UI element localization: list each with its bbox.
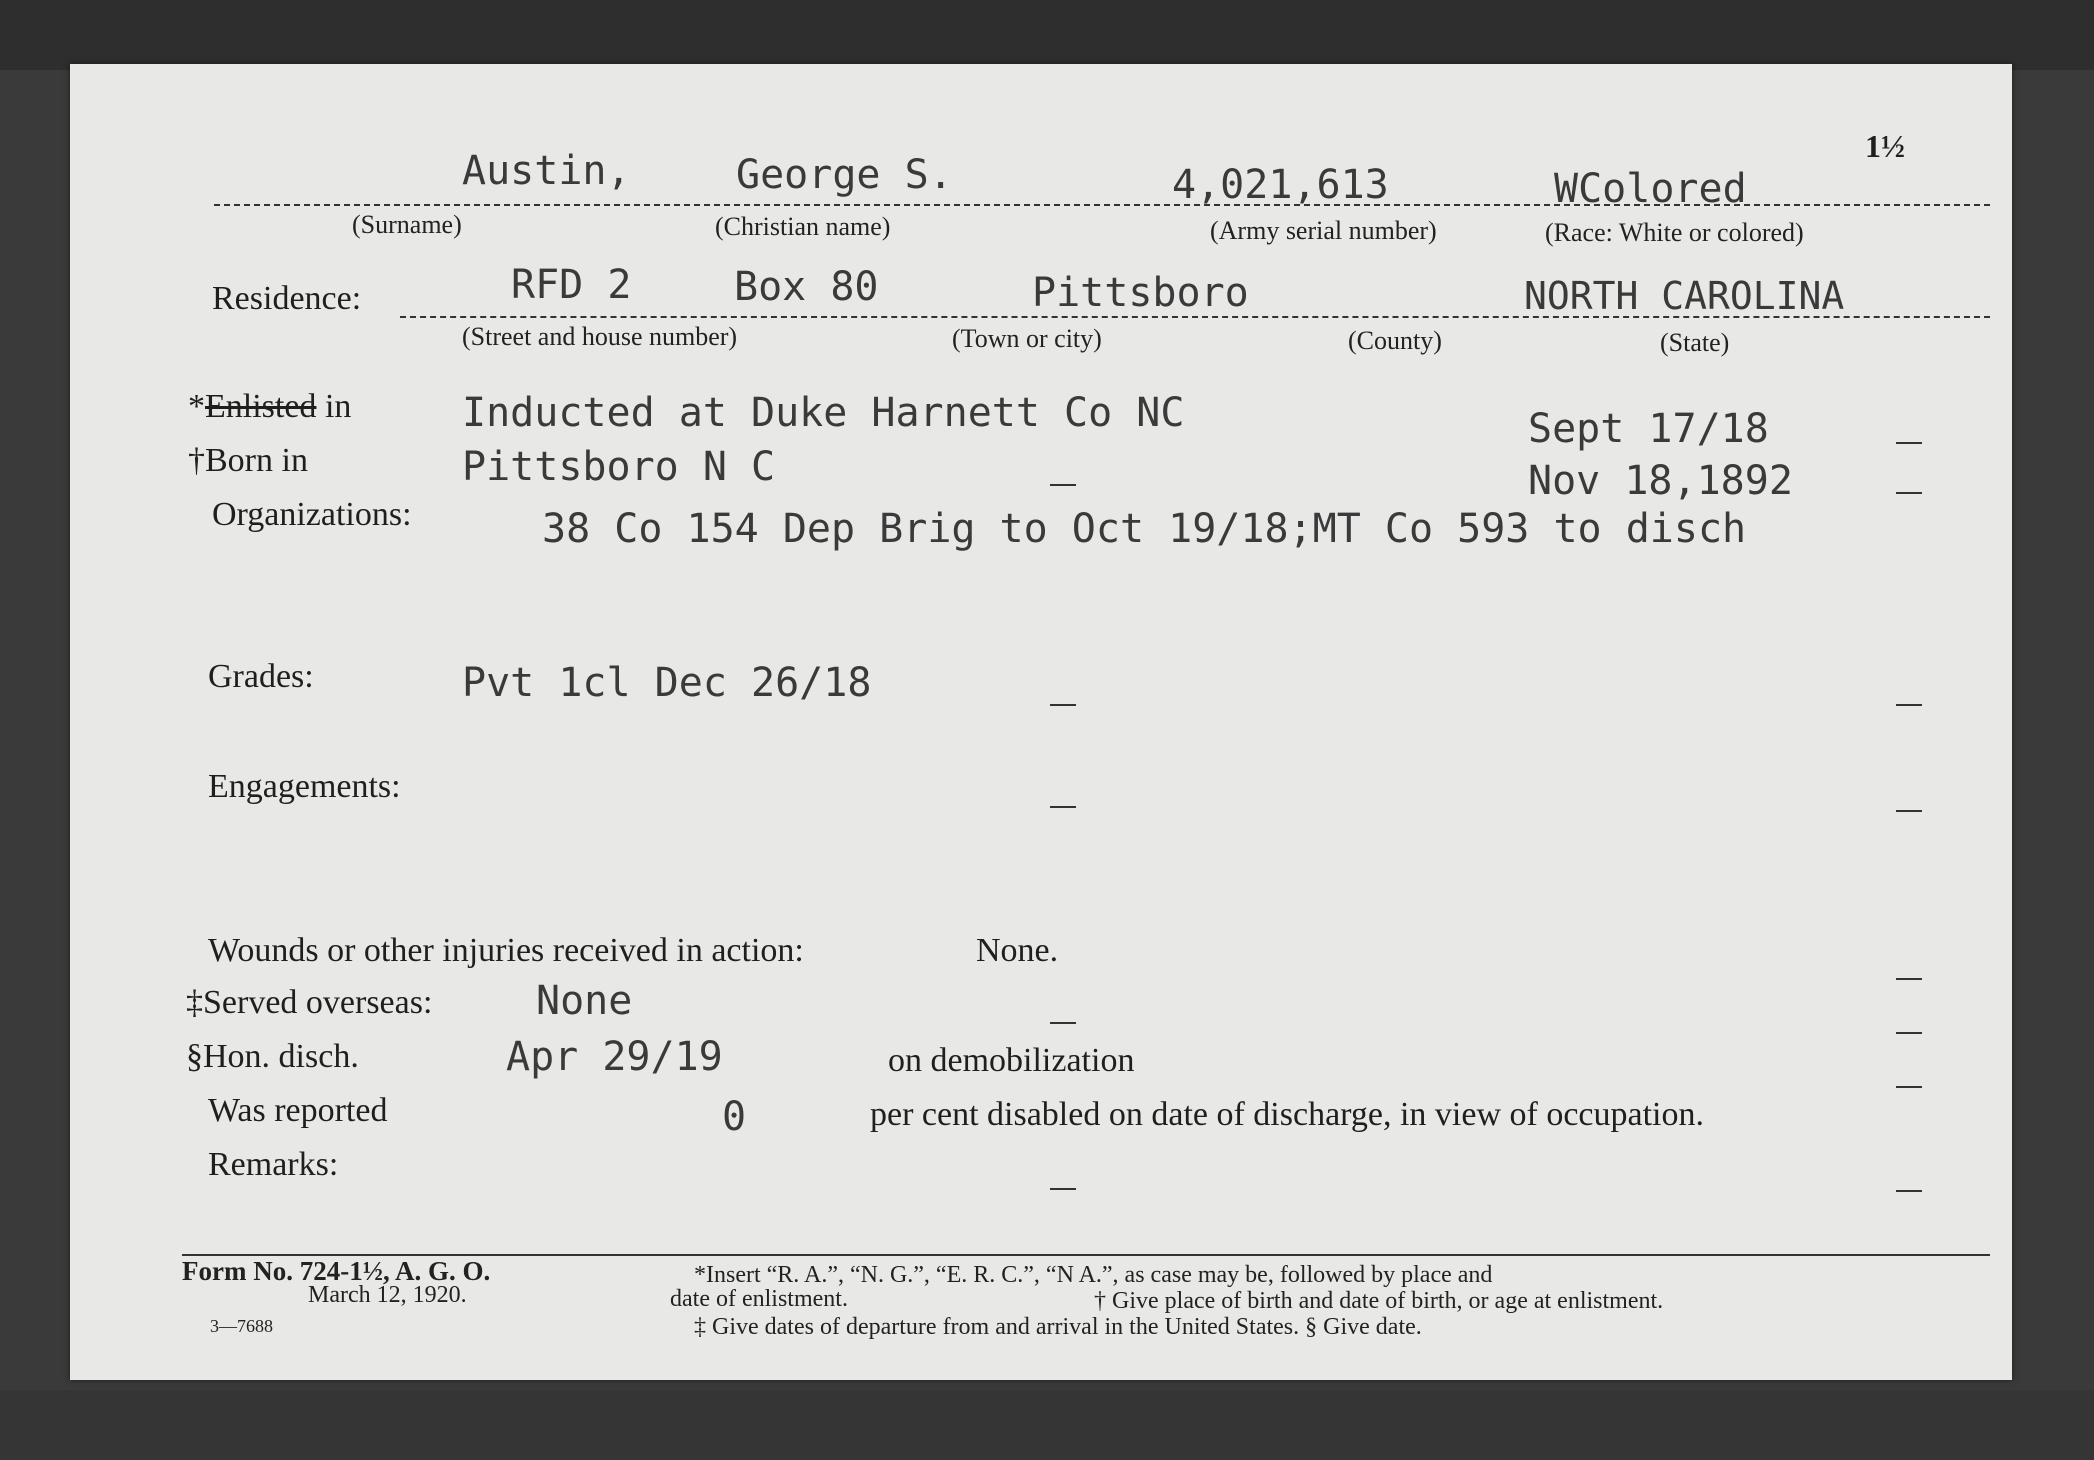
residence-town-value: Pittsboro <box>1032 270 1249 316</box>
footnote-line-3: ‡ Give dates of departure from and arrival in the United States. § Give date. <box>694 1314 1422 1340</box>
scan-background-top <box>0 0 2094 70</box>
wounds-label: Wounds or other injuries received in action: <box>208 932 804 969</box>
overseas-tick-mid <box>1050 1022 1076 1024</box>
race-caption: (Race: White or colored) <box>1545 218 1804 247</box>
residence-line <box>400 316 1990 318</box>
reported-label: Was reported <box>208 1092 388 1129</box>
residence-state-value: NORTH CAROLINA <box>1524 274 1845 318</box>
enlisted-tick <box>1896 442 1922 444</box>
surname-caption: (Surname) <box>352 210 462 239</box>
scan-background-bottom <box>0 1390 2094 1460</box>
grades-label: Grades: <box>208 658 314 695</box>
overseas-label: ‡Served overseas: <box>186 984 433 1021</box>
discharge-date: Apr 29/19 <box>506 1034 723 1080</box>
organizations-label: Organizations: <box>212 496 412 533</box>
card-number: 1½ <box>1865 128 1905 164</box>
enlisted-asterisk: * <box>188 388 205 425</box>
christian-name-value: George S. <box>736 152 953 198</box>
surname-value: Austin, <box>462 148 631 194</box>
engagements-tick-mid <box>1050 806 1076 808</box>
grades-tick-mid <box>1050 704 1076 706</box>
remarks-tick-mid <box>1050 1188 1076 1190</box>
footnote-line-2b: † Give place of birth and date of birth, or age at enlistment. <box>1094 1288 1664 1314</box>
remarks-tick-right <box>1896 1190 1922 1192</box>
enlisted-in: in <box>316 388 352 425</box>
enlisted-value: Inducted at Duke Harnett Co NC <box>462 390 1185 436</box>
form-number: Form No. 724-1½, A. G. O. <box>182 1256 491 1286</box>
born-value: Pittsboro N C <box>462 444 776 490</box>
residence-street-value: RFD 2 <box>511 262 632 308</box>
born-tick-mid <box>1050 484 1076 486</box>
form-date: March 12, 1920. <box>308 1282 467 1308</box>
engagements-label: Engagements: <box>208 768 401 805</box>
enlisted-label <box>188 388 351 426</box>
residence-box-value: Box 80 <box>734 264 879 310</box>
print-code: 3—7688 <box>210 1316 273 1336</box>
discharge-tick <box>1896 1086 1922 1088</box>
overseas-value: None <box>536 978 633 1024</box>
born-date: Nov 18,1892 <box>1528 458 1793 504</box>
remarks-label: Remarks: <box>208 1146 339 1183</box>
enlisted-struck-word: Enlisted <box>205 388 317 425</box>
footnote-line-1: *Insert “R. A.”, “N. G.”, “E. R. C.”, “N A.”, as case may be, followed by place and <box>694 1262 1493 1288</box>
reported-value: 0 <box>722 1094 747 1140</box>
serial-number-caption: (Army serial number) <box>1210 216 1437 245</box>
organizations-value: 38 Co 154 Dep Brig to Oct 19/18;MT Co 593 to disch <box>542 506 1747 552</box>
footnote-line-2a: date of enlistment. <box>670 1286 848 1312</box>
discharge-label: §Hon. disch. <box>186 1038 359 1075</box>
born-tick-right <box>1896 492 1922 494</box>
wounds-value: None. <box>976 932 1059 969</box>
reported-text: per cent disabled on date of discharge, in view of occupation. <box>870 1096 1704 1133</box>
grades-value: Pvt 1cl Dec 26/18 <box>462 660 872 706</box>
serial-number-value: 4,021,613 <box>1172 162 1389 208</box>
wounds-tick <box>1896 978 1922 980</box>
street-caption: (Street and house number) <box>462 322 738 351</box>
enlisted-date: Sept 17/18 <box>1528 406 1769 452</box>
residence-label: Residence: <box>212 280 362 317</box>
discharge-reason: on demobilization <box>888 1042 1135 1079</box>
engagements-tick-right <box>1896 810 1922 812</box>
race-value: WColored <box>1554 166 1747 212</box>
state-caption: (State) <box>1660 328 1730 357</box>
christian-name-caption: (Christian name) <box>715 212 891 241</box>
county-caption: (County) <box>1348 326 1442 355</box>
overseas-tick-right <box>1896 1032 1922 1034</box>
born-label: †Born in <box>188 442 308 479</box>
record-card <box>70 64 2012 1380</box>
header-line <box>214 204 1990 206</box>
town-caption: (Town or city) <box>952 324 1102 353</box>
grades-tick-right <box>1896 704 1922 706</box>
